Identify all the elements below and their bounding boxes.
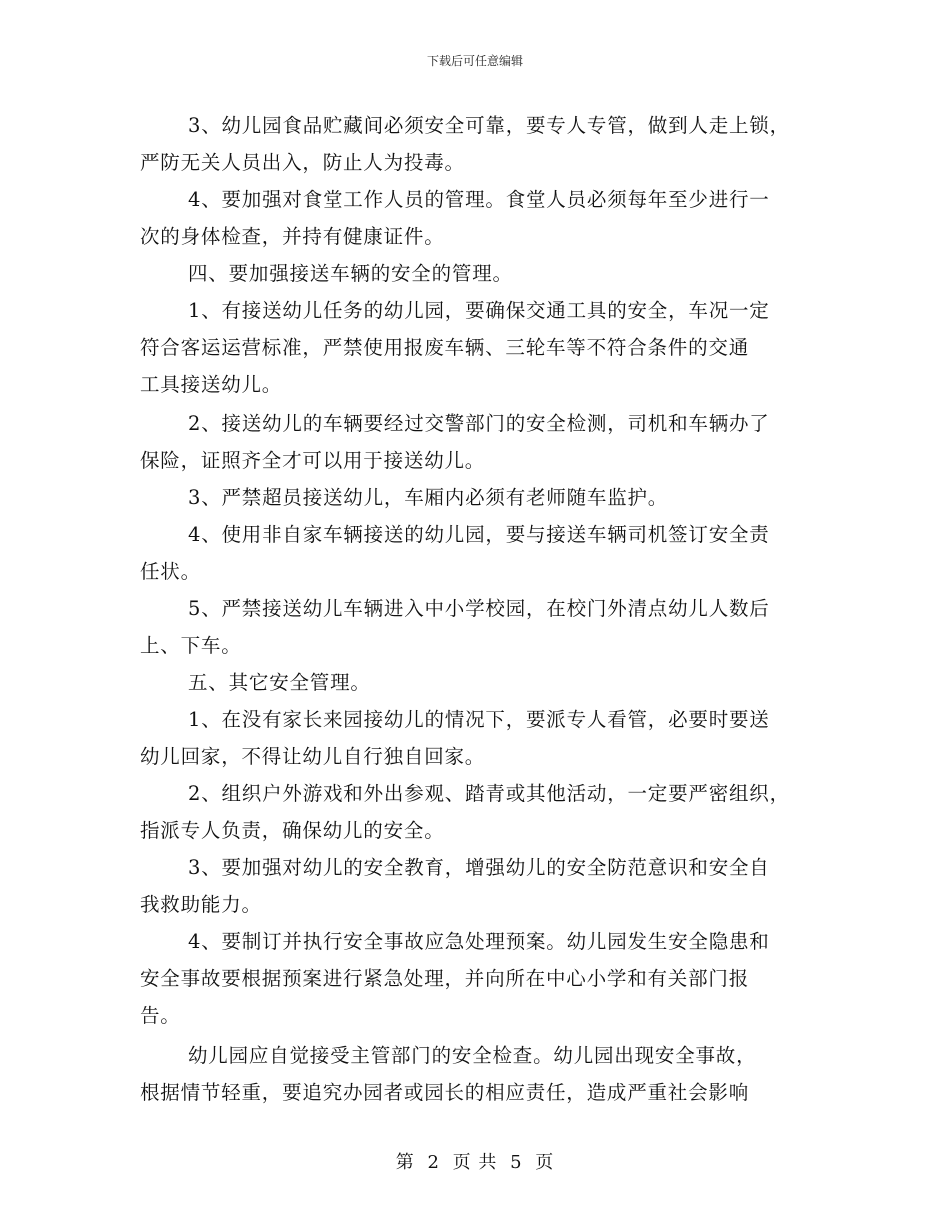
total-page-count: 5 bbox=[510, 1152, 523, 1173]
text-line: 保险，证照齐全才可以用于接送幼儿。 bbox=[140, 449, 486, 472]
text-line: 4、要制订并执行安全事故应急处理预案。幼儿园发生安全隐患和 bbox=[188, 930, 770, 953]
text-line: 1、有接送幼儿任务的幼儿园，要确保交通工具的安全，车况一定 bbox=[188, 299, 770, 322]
text-line: 3、幼儿园食品贮藏间必须安全可靠，要专人专管，做到人走上锁， bbox=[188, 114, 790, 137]
text-line: 指派专人负责，确保幼儿的安全。 bbox=[140, 819, 445, 842]
text-line: 上、下车。 bbox=[140, 634, 242, 657]
text-line: 2、接送幼儿的车辆要经过交警部门的安全检测，司机和车辆办了 bbox=[188, 412, 770, 435]
text-line: 工具接送幼儿。 bbox=[140, 373, 283, 396]
current-page-number: 2 bbox=[427, 1152, 440, 1173]
footer-prefix: 第 bbox=[395, 1152, 415, 1173]
text-line: 5、严禁接送幼儿车辆进入中小学校园，在校门外清点幼儿人数后 bbox=[188, 597, 770, 620]
text-line: 4、要加强对食堂工作人员的管理。食堂人员必须每年至少进行一 bbox=[188, 188, 770, 211]
footer-suffix: 页 bbox=[535, 1152, 555, 1173]
text-line: 根据情节轻重，要追究办园者或园长的相应责任，造成严重社会影响 bbox=[140, 1081, 750, 1104]
text-line: 3、严禁超员接送幼儿，车厢内必须有老师随车监护。 bbox=[188, 486, 669, 509]
text-line: 3、要加强对幼儿的安全教育，增强幼儿的安全防范意识和安全自 bbox=[188, 856, 770, 879]
text-line: 次的身体检查，并持有健康证件。 bbox=[140, 225, 445, 248]
text-line: 我救助能力。 bbox=[140, 893, 262, 916]
text-line: 严防无关人员出入，防止人为投毒。 bbox=[140, 151, 465, 174]
section-heading: 四、要加强接送车辆的安全的管理。 bbox=[188, 262, 513, 285]
footer-middle: 页 共 bbox=[452, 1152, 498, 1173]
page-header: 下载后可任意编辑 bbox=[426, 54, 523, 68]
text-line: 符合客运运营标准，严禁使用报废车辆、三轮车等不符合条件的交通 bbox=[140, 336, 750, 359]
text-line: 告。 bbox=[140, 1004, 181, 1027]
text-line: 4、使用非自家车辆接送的幼儿园，要与接送车辆司机签订安全责 bbox=[188, 523, 770, 546]
section-heading: 五、其它安全管理。 bbox=[188, 671, 371, 694]
text-line: 任状。 bbox=[140, 560, 201, 583]
text-line: 安全事故要根据预案进行紧急处理，并向所在中心小学和有关部门报 bbox=[140, 967, 750, 990]
text-line: 2、组织户外游戏和外出参观、踏青或其他活动，一定要严密组织， bbox=[188, 782, 790, 805]
page-footer bbox=[0, 1148, 950, 1174]
text-line: 幼儿回家，不得让幼儿自行独自回家。 bbox=[140, 745, 486, 768]
text-line: 幼儿园应自觉接受主管部门的安全检查。幼儿园出现安全事故， bbox=[188, 1044, 757, 1067]
text-line: 1、在没有家长来园接幼儿的情况下，要派专人看管，必要时要送 bbox=[188, 708, 770, 731]
